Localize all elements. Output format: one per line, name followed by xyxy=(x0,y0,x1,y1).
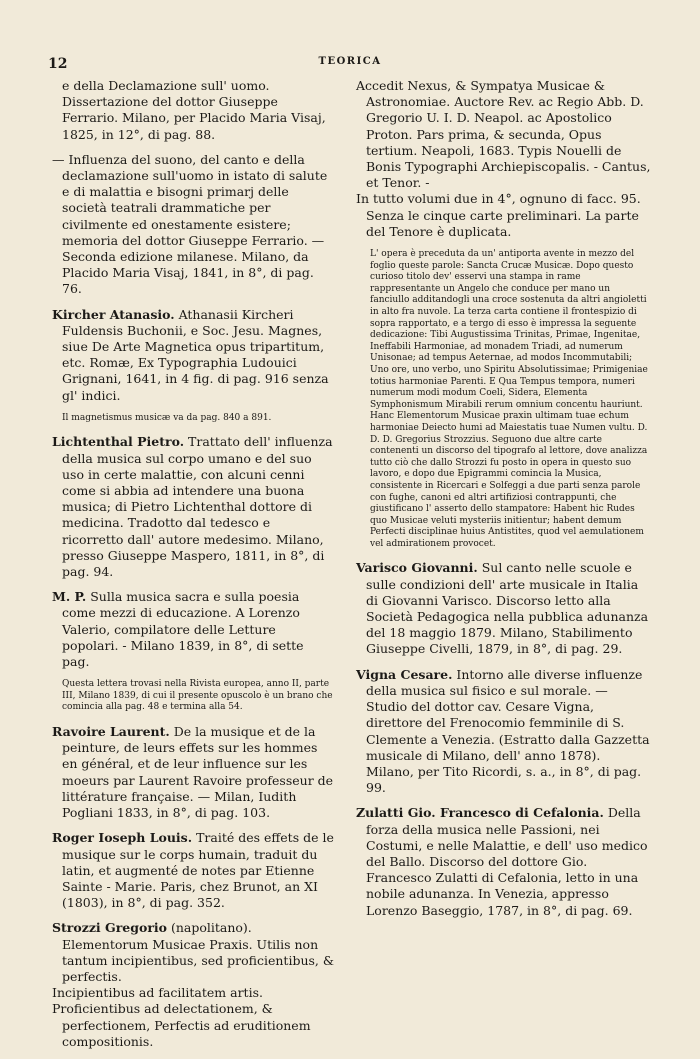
entry-heading: Ravoire Laurent. xyxy=(52,724,170,740)
entry-text: Intorno alle diverse influenze della musica sul fisico e sul morale. — Studio del dottor cav. Cesare Vigna, direttore del Frenocomio femminile di S. Clemente a Venezia. (Estratto dalla Gazzetta musicale di Milano, dell' anno 1878). Milano, per Tito Ricordi, s. a., in 8°, di pag. 99. xyxy=(366,666,650,796)
strozzi-volumes: In tutto volumi due in 4°, ognuno di facc. 95. Senza le cinque carte preliminari. La parte del Tenore è duplicata. xyxy=(356,191,641,239)
entry-text: Sul canto nelle scuole e sulle condizioni dell' arte musicale in Italia di Giovanni Varisco. Discorso letto alla Società Pedagogica nella pubblica adunanza del 18 maggio 1879. Milano, Stabilimento Giuseppe Civelli, 1879, in 8°, di pag. 29. xyxy=(366,560,649,657)
entry-text: De la musique et de la peinture, de leurs effets sur les hommes en général, et de leur influence sur les moeurs par Laurent Ravoire professeur de littérature française. — Milan, Iudith Pogliani 1833, in 8°, di pag. 103. xyxy=(62,724,334,821)
strozzi-line-3: Proficientibus ad delectationem, & perfectionem, Perfectis ad eruditionem compositionis. xyxy=(52,1001,311,1049)
entry-text: Traité des effets de le musique sur le corps humain, traduit du latin, et augmenté de notes par Etienne Sainte - Marie. Paris, chez Brunot, an XI (1803), in 8°, di pag. 352. xyxy=(62,830,334,911)
varisco-entry xyxy=(356,560,652,657)
entry-text: Athanasii Kircheri Fuldensis Buchonii, e Soc. Jesu. Magnes, siue De Arte Magnetica opus tripartitum, etc. Romæ, Ex Typographia Ludouici Grignani, 1641, in 4 fig. di pag. 916 senza gl' indici. xyxy=(62,306,329,403)
running-title: TEORICA xyxy=(318,56,382,67)
page-number: 12 xyxy=(48,56,68,72)
entry-heading: Vigna Cesare. xyxy=(356,666,453,682)
entry-heading: Varisco Giovanni. xyxy=(356,560,478,576)
kircher-entry xyxy=(52,307,334,404)
ravoire-entry xyxy=(52,724,334,821)
entry-heading: Zulatti Gio. Francesco di Cefalonia. xyxy=(356,805,604,821)
zulatti-entry xyxy=(356,805,652,918)
strozzi-continuation: Accedit Nexus, & Sympatya Musicae & Astronomiae. Auctore Rev. ac Regio Abb. D. Gregorio U. I. D. Neapol. ac Apostolico Proton. Pars prima, & secunda, Opus tertium. Neapoli, 1683. Typis Nouelli de Bonis Typographi Archiepiscopalis. - Cantus, et Tenor. - xyxy=(356,78,651,191)
entry-heading: Kircher Atanasio. xyxy=(52,306,175,322)
left-column xyxy=(52,78,334,1059)
entry-text: Sulla musica sacra e sulla poesia come mezzi di educazione. A Lorenzo Valerio, compilatore delle Letture popolari. - Milano 1839, in 8°, di sette pag. xyxy=(62,589,304,670)
mp-note: Questa lettera trovasi nella Rivista europea, anno II, parte III, Milano 1839, di cui il presente opuscolo è un brano che comincia alla pag. 48 e termina alla 54. xyxy=(62,679,333,713)
strozzi-line-2: Incipientibus ad facilitatem artis. xyxy=(52,985,263,1001)
entry-heading: Lichtenthal Pietro. xyxy=(52,434,185,450)
entry-text: (napolitano). Elementorum Musicae Praxis. Utilis non tantum incipientibus, sed proficientibus, & perfectis. xyxy=(62,920,334,984)
entry-text: Trattato dell' influenza della musica sul corpo umano e del suo uso in certe malattie, con alcuni cenni come si abbia ad intendere una buona musica; di Pietro Lichtenthal dottore di medicina. Tradotto dal tedesco e ricorretto dall' autore medesimo. Milano, presso Giuseppe Maspero, 1811, in 8°, di pag. 94. xyxy=(62,434,333,580)
vigna-entry xyxy=(356,667,652,797)
strozzi-note: L' opera è preceduta da un' antiporta avente in mezzo del foglio queste parole: Sancta Crucæ Musicæ. Dopo questo curioso titolo dev' esservi una stampa in rame rappresentante un Angelo che conduce per mano un fanciullo additandogli una croce sostenuta da altri angioletti in alto fra nuvole. La terza carta contiene il frontespizio di sopra rapportato, e a tergo di esso è impressa la seguente dedicazione: Tibi Augustissima Trinitas, Primae, Ingenitae, Ineffabili Harmoniae, ad monadem Triadi, ad numerum Unisonae; ad tempus Aeternae, ad modos Incommutabili; Uno ore, uno verbo, uno Spiritu Absolutissimae; Primigeniae totius harmoniae Parenti. E Qua Tempus tempora, numeri numerum modi modum Coeli, Sidera, Elementa Symphonismum Mirabili rerum omnium concentu hauriunt. Hanc Elementorum Musicae praxin ultimam tuae echum harmoniae Deiecto humi ad Maiestatis tuae Numen vultu. D. D. D. Gregorius Strozzius. Seguono due altre carte contenenti un discorso del tipografo al lettore, dove analizza tutto ciò che dallo Strozzi fu posto in opera in questo suo lavoro, e dopo due Epigrammi comincia la Musica, consistente in Ricercari e Solfeggi a due parti senza parole con fughe, canoni ed altri artifiziosi contrappunti, che giustificano l' asserto dello stampatore: Habent hic Rudes quo Musicae veluti mysteriis initientur; habent demum Perfecti disciplinae huius Antistites, quod vel aemulationem vel admirationem provocet. xyxy=(370,249,648,549)
entry-heading: Strozzi Gregorio xyxy=(52,920,167,936)
entry-heading: Roger Ioseph Louis. xyxy=(52,830,193,846)
ferrario-entry-2: — Influenza del suono, del canto e della declamazione sull'uomo in istato di salute e di malattia e bisogni primarj delle società teatrali drammatiche per civilmente ed onestamente esistere; memoria del dottor Giuseppe Ferrario. — Seconda edizione milanese. Milano, da Placido Maria Visaj, 1841, in 8°, di pag. 76. xyxy=(52,151,328,297)
roger-entry xyxy=(52,830,334,911)
entry-heading: M. P. xyxy=(52,589,87,605)
entry-text: Della forza della musica nelle Passioni, nei Costumi, e nelle Malattie, e dell' uso medico del Ballo. Discorso del dottore Gio. Francesco Zulatti di Cefalonia, letto in una nobile adunanza. In Venezia, appresso Lorenzo Baseggio, 1787, in 8°, di pag. 69. xyxy=(366,805,648,918)
lichtenthal-entry xyxy=(52,434,334,580)
right-column xyxy=(356,78,652,928)
ferrario-entry-1: e della Declamazione sull' uomo. Dissertazione del dottor Giuseppe Ferrario. Milano, per Placido Maria Visaj, 1825, in 12°, di pag. 88. xyxy=(62,78,326,142)
mp-entry xyxy=(52,589,334,670)
kircher-note: Il magnetismus musicæ va da pag. 840 a 891. xyxy=(62,412,272,423)
strozzi-entry xyxy=(52,920,334,985)
